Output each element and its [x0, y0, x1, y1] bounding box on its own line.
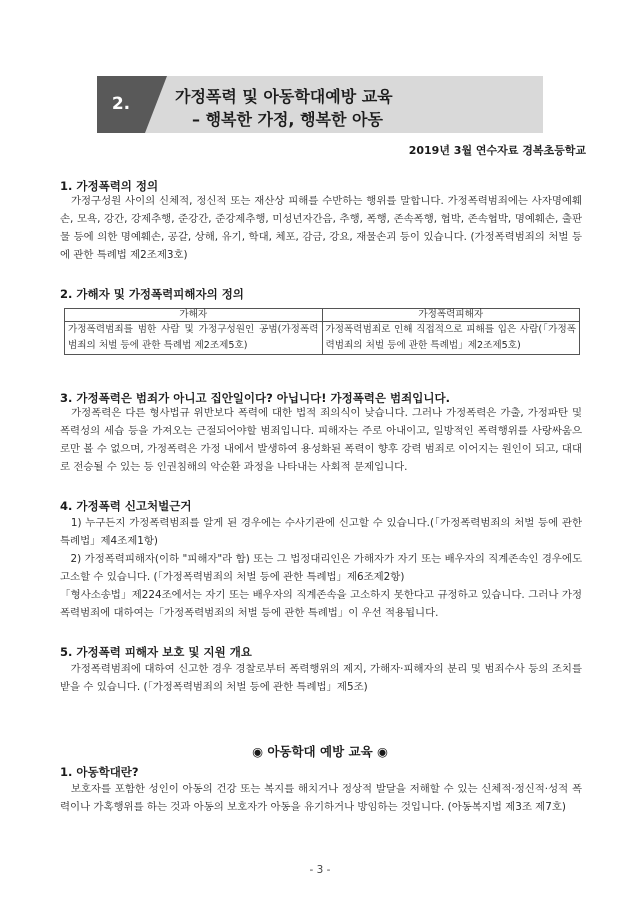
- section3-heading: 3. 가정폭력은 범죄가 아니고 집안일이다? 아닙니다! 가정폭력은 범죄입니다.: [60, 391, 450, 405]
- section4-para2: 2) 가정폭력피해자(이하 "피해자"라 함) 또는 그 법정대리인은 가해자가 자기 또는 배우자의 직계존속인 경우에도 고소할 수 있습니다. (「가정폭력범죄의 처벌 등에 관한 특례법」제6조제2항): [60, 553, 582, 583]
- table-cell-offender: 가정폭력범죄를 범한 사람 및 가정구성원인 공범(가정폭력범죄의 처벌 등에 관한 특례법 제2조제5호): [65, 322, 323, 355]
- section2-heading: 2. 가해자 및 가정폭력피해자의 정의: [60, 287, 244, 301]
- child-abuse-heading: 1. 아동학대란?: [60, 765, 139, 779]
- section1-body: 가정구성원 사이의 신체적, 정신적 또는 재산상 피해를 수반하는 행위를 말합니다. 가정폭력범죄에는 사자명예훼손, 모욕, 강간, 강제추행, 준강간, 준강제추행, 미성년자간음, 추행, 폭행, 존속폭행, 협박, 존속협박, 명예훼손, 출판물 등에 의한 명예훼손, 공갈, 상해, 유기, 학대, 체포, 감금, 강요, 재물손괴 등이 있습니다. (가정폭력범죄의 처벌 등에 관한 특례법 제2조제3호): [60, 195, 582, 261]
- banner-title-line2: – 행복한 가정, 행복한 아동: [192, 110, 383, 129]
- child-abuse-body: 보호자를 포함한 성인이 아동의 건강 또는 복지를 해치거나 정상적 발달을 저해할 수 있는 신체적·정신적·성적 폭력이나 가혹행위를 하는 것과 아동의 보호자가 아동을 유기하거나 방임하는 것입니다. (아동복지법 제3조 제7호): [60, 783, 582, 813]
- table-header-row: [65, 309, 580, 322]
- table-row: [65, 322, 580, 355]
- banner-number: 2.: [111, 94, 131, 114]
- section5-heading: 5. 가정폭력 피해자 보호 및 지원 개요: [60, 645, 252, 659]
- table-cell-victim: 가정폭력범죄로 인해 직접적으로 피해를 입은 사람(「가정폭력범죄의 처벌 등에 관한 특례법」제2조제5호): [322, 322, 580, 355]
- definition-table: [64, 308, 580, 355]
- table-header-offender: 가해자: [65, 309, 323, 322]
- page-number: - 3 -: [309, 864, 331, 876]
- banner-title-line1: 가정폭력 및 아동학대예방 교육: [175, 87, 393, 106]
- section4-para1: 1) 누구든지 가정폭력범죄를 알게 된 경우에는 수사기관에 신고할 수 있습니다.(「가정폭력범죄의 처벌 등에 관한 특례법」제4조제1항): [60, 517, 582, 547]
- section3-body: 가정폭력은 다른 형사법규 위반보다 폭력에 대한 법적 죄의식이 낮습니다. 그러나 가정폭력은 가출, 가정파탄 및 폭력성의 세습 등을 가져오는 근절되어야할 범죄입니다. 피해자는 주로 아내이고, 일방적인 폭력행위를 사랑싸움으로만 볼 수 없으며, 가정폭력은 가정 내에서 발생하여 용성화된 폭력이 향후 강력 범죄로 이어지는 원인이 되고, 대대로 전승될 수 있는 등 인권침해의 악순환 과정을 나타내는 사회적 문제입니다.: [60, 407, 582, 473]
- section-banner: [97, 76, 543, 133]
- banner-number-tail: [145, 76, 167, 133]
- section5-body: 가정폭력범죄에 대하여 신고한 경우 경찰로부터 폭력행위의 제지, 가해자·피해자의 분리 및 범죄수사 등의 조치를 받을 수 있습니다. (「가정폭력범죄의 처벌 등에 관한 특례법」제5조): [60, 663, 582, 693]
- source-line: 2019년 3월 연수자료 경복초등학교: [408, 144, 586, 157]
- section1-heading: 1. 가정폭력의 정의: [60, 179, 159, 193]
- section4-heading: 4. 가정폭력 신고처벌근거: [60, 499, 192, 513]
- section4-para3: 「형사소송법」제224조에서는 자기 또는 배우자의 직계존속을 고소하지 못한다고 규정하고 있습니다. 그러나 가정폭력범죄에 대하여는「가정폭력범죄의 처벌 등에 관한 특례법」이 우선 적용됩니다.: [60, 589, 582, 619]
- child-abuse-title: ◉ 아동학대 예방 교육 ◉: [252, 744, 388, 759]
- table-header-victim: 가정폭력피해자: [322, 309, 580, 322]
